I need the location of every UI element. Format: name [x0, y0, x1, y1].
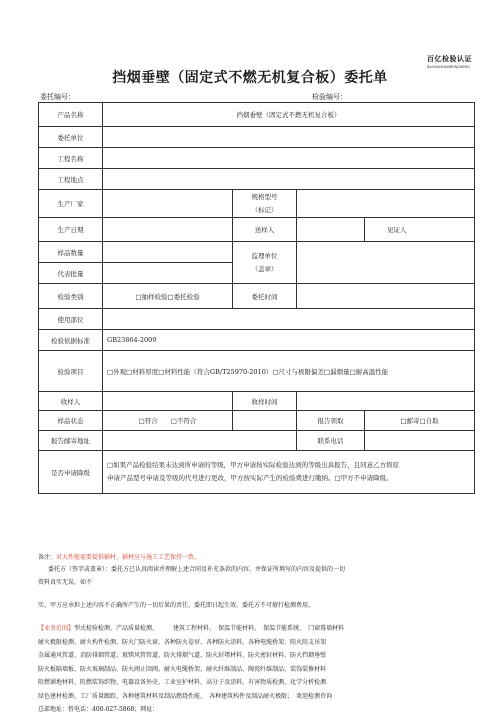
row-project-name: [39, 148, 475, 169]
row-production-date: [39, 218, 475, 242]
scope-item: 各种防火涂料、: [206, 638, 249, 646]
entrust-time-field[interactable]: [297, 284, 475, 309]
spec-label-line2: （标记）: [251, 205, 278, 214]
row-standard: [39, 330, 475, 351]
scope-item: 耐火极限检测、: [38, 638, 81, 646]
test-no-label: 检验编号：: [312, 93, 347, 101]
scope-item: 防火挡烟垂壁: [290, 652, 327, 659]
supervisor-label-line2: （盖章）: [251, 264, 278, 273]
downgrade-label: 是否申请降级: [39, 451, 103, 494]
scope-line: [38, 622, 478, 636]
declaration-line1: 委托方（签字或盖章）：委托方已认真阅读并理解上述合同及补充条款的内容，并保证所填写的内容及提供的一切: [48, 566, 346, 573]
scope-item: 门窗幕墙材料: [308, 625, 345, 632]
scope-item: 阻燃铺地材料、: [38, 679, 81, 686]
scope-item: 型式检验检测、产品质量检测、: [74, 625, 156, 632]
scope-item: 工厂质量跟踪、: [80, 692, 123, 700]
report-collect-label: 报告领取: [297, 411, 365, 431]
row-downgrade: [39, 451, 475, 494]
scope-item: 工业室护材料、: [164, 679, 207, 686]
receive-time-field[interactable]: [297, 392, 475, 411]
client-label: 委托单位: [39, 127, 103, 148]
scope-item: 电器设备外壳、: [122, 679, 165, 686]
scope-heading: 【业务范围】: [38, 625, 75, 632]
sender-field[interactable]: [297, 218, 365, 242]
page-title: 挡烟垂壁（固定式不燃无机复合板）委托单: [112, 70, 388, 86]
sample-state-label: 样品状态: [39, 411, 103, 431]
scope-item: 阻燃装饰织物、: [80, 679, 123, 686]
sender-label: 送样人: [233, 218, 297, 242]
entrust-form-table: [38, 102, 475, 494]
scope-line: [38, 636, 478, 650]
use-location-field[interactable]: [103, 309, 475, 330]
scope-item: 消防排烟管道、: [80, 652, 123, 659]
row-sample-state: [39, 411, 475, 431]
contact-phone-field[interactable]: [365, 431, 475, 451]
scope-item: 耐火构件检测、: [80, 638, 123, 646]
scope-item: 防火板隔墙板、: [38, 665, 81, 673]
mail-address-label: 报告邮寄地址: [39, 431, 103, 451]
scope-item: 防火排烟气道、: [164, 652, 207, 659]
scope-item: 防火门防火窗、: [122, 638, 165, 646]
standard-value[interactable]: GB23864-2009: [103, 330, 475, 351]
scope-line: [38, 649, 478, 663]
representative-qty-label: 代表批量: [39, 263, 103, 284]
row-sample-qty: [39, 242, 475, 263]
scope-line: [38, 676, 478, 690]
scope-line: [38, 703, 478, 717]
remark-prefix: 备注：: [38, 554, 57, 561]
declaration-line2: 资料真实无误，如不: [38, 579, 93, 586]
supervisor-label: [233, 242, 297, 284]
row-manufacturer: [39, 190, 475, 218]
supervisor-label-line1: 监理单位: [251, 251, 278, 260]
logo-chinese: 百亿检验认证: [427, 55, 472, 63]
test-items-options[interactable]: □外观□材料厚度□材料性能（符合GB/T25970-2010）□尺寸与极限偏差□漏烟量□耐高温性能: [103, 351, 475, 392]
downgrade-text-line2: 申请产品型号申请及等级的代号进行更改，甲方按实际产生的检验费进行缴纳。□甲方不申请降级。: [107, 474, 393, 482]
scope-item: 各种防火卷帘、: [164, 638, 207, 646]
client-field[interactable]: [103, 127, 475, 148]
project-site-label: 工程地点: [39, 169, 103, 190]
scope-item: 陶瓷纤维制品、: [248, 665, 291, 673]
report-collect-options[interactable]: □邮寄□自取: [365, 411, 475, 431]
scope-line: [38, 690, 478, 704]
row-receiver: [39, 392, 475, 411]
row-mail-address: [39, 431, 475, 451]
scope-address-label: 总部地址：: [38, 706, 69, 713]
entrust-no-label: 委托编号：: [40, 93, 75, 101]
row-test-items: [39, 351, 475, 392]
manufacturer-label: 生产厂家: [39, 190, 103, 218]
row-product-name: [39, 103, 475, 127]
project-name-field[interactable]: [103, 148, 475, 169]
test-items-label: 检验项目: [39, 351, 103, 392]
production-date-label: 生产日期: [39, 218, 103, 242]
scope-item: 金属通风管道、: [38, 652, 81, 659]
sample-qty-label: 样品数量: [39, 242, 103, 263]
scope-item: 各种电缆桥架、: [248, 638, 291, 646]
receiver-field[interactable]: [103, 392, 233, 411]
use-location-label: 使用部位: [39, 309, 103, 330]
entrust-time-label: 委托时间: [233, 284, 297, 309]
spec-label-line1: 规格型号: [251, 192, 278, 201]
business-scope: [38, 622, 478, 717]
scope-item: 有害物质检测、: [248, 679, 291, 686]
row-project-site: [39, 169, 475, 190]
scope-item: 阻火阻支吊架: [290, 638, 327, 646]
mail-address-field[interactable]: [103, 431, 297, 451]
remark: [38, 551, 474, 564]
contact-phone-label: 联系电话: [297, 431, 365, 451]
scope-item: 建筑工程材料、: [173, 625, 213, 632]
product-name-value[interactable]: 挡烟垂壁（固定式不燃无机复合板）: [103, 103, 475, 127]
scope-website-label: 网址：: [140, 706, 159, 713]
sample-state-blank: [233, 411, 297, 431]
scope-item: 防火封堵材料、: [206, 652, 249, 659]
remark-red-text: 对大性能需要提供辅材、辅材应与施工工艺保持一致。: [56, 554, 201, 561]
production-date-field[interactable]: [103, 218, 233, 242]
scope-item: 保温节能材料、: [218, 625, 258, 632]
spec-field[interactable]: [297, 190, 475, 218]
receive-time-label: 收样时间: [233, 392, 297, 411]
row-test-type: [39, 284, 475, 309]
scope-item: 保温节能系统、: [263, 625, 303, 632]
supervisor-field[interactable]: [297, 242, 475, 284]
downgrade-options[interactable]: [103, 451, 475, 494]
row-use-location: [39, 309, 475, 330]
scope-item: 欢迎检测咨询: [296, 692, 333, 700]
scope-item: 化学分析检测: [290, 679, 327, 686]
scope-item: 防火密封材料、: [248, 652, 291, 659]
test-type-options[interactable]: □抽样检验□委托检验: [103, 284, 233, 309]
manufacturer-field[interactable]: [103, 190, 233, 218]
row-client: [39, 127, 475, 148]
scope-item: 耐火电缆桥架、: [164, 665, 207, 673]
downgrade-text-line1: □如果产品检验结果未达到所申请的等级，甲方申请按实际检验达到的等级出具报告，且同意乙方将原: [107, 461, 400, 469]
witness-label: 见证人: [365, 218, 475, 242]
standard-label: 检验依据标准: [39, 330, 103, 351]
scope-item: 玻镁风管管道、: [122, 652, 165, 659]
logo-english: BAIYIJIANYANRENZHENG: [427, 65, 470, 69]
receiver-label: 收样人: [39, 392, 103, 411]
project-name-label: 工程名称: [39, 148, 103, 169]
test-type-label: 检验类别: [39, 284, 103, 309]
scope-item: 耐火纤维制品、: [206, 665, 249, 673]
scope-item: 绿色建材检测、: [38, 692, 81, 700]
scope-item: 装饰装修材料: [290, 665, 327, 673]
declaration-line3: 实，甲方应承担上述内容不正确所产生的一切后果的责任，委托即日起生效，委托方不可擅行检测费用。: [38, 602, 315, 609]
scope-item: 防火阀止回阀、: [122, 665, 165, 673]
scope-phone: 暂电话：400-027-5868；: [68, 706, 141, 713]
scope-line: [38, 663, 478, 677]
product-name-label: 产品名称: [39, 103, 103, 127]
representative-qty-field[interactable]: [103, 263, 233, 284]
spec-label: [233, 190, 297, 218]
scope-item: 各种建筑构件及制品耐火极限；: [209, 692, 291, 700]
sample-state-options[interactable]: □符合 □不符合: [103, 411, 233, 431]
project-site-field[interactable]: [103, 169, 475, 190]
scope-item: 防火玻璃制品、: [80, 665, 123, 673]
scope-item: 各种建筑材料及制品燃烧性能、: [122, 692, 204, 700]
scope-item: 高分子及涂料、: [206, 679, 249, 686]
sample-qty-field[interactable]: [103, 242, 233, 263]
